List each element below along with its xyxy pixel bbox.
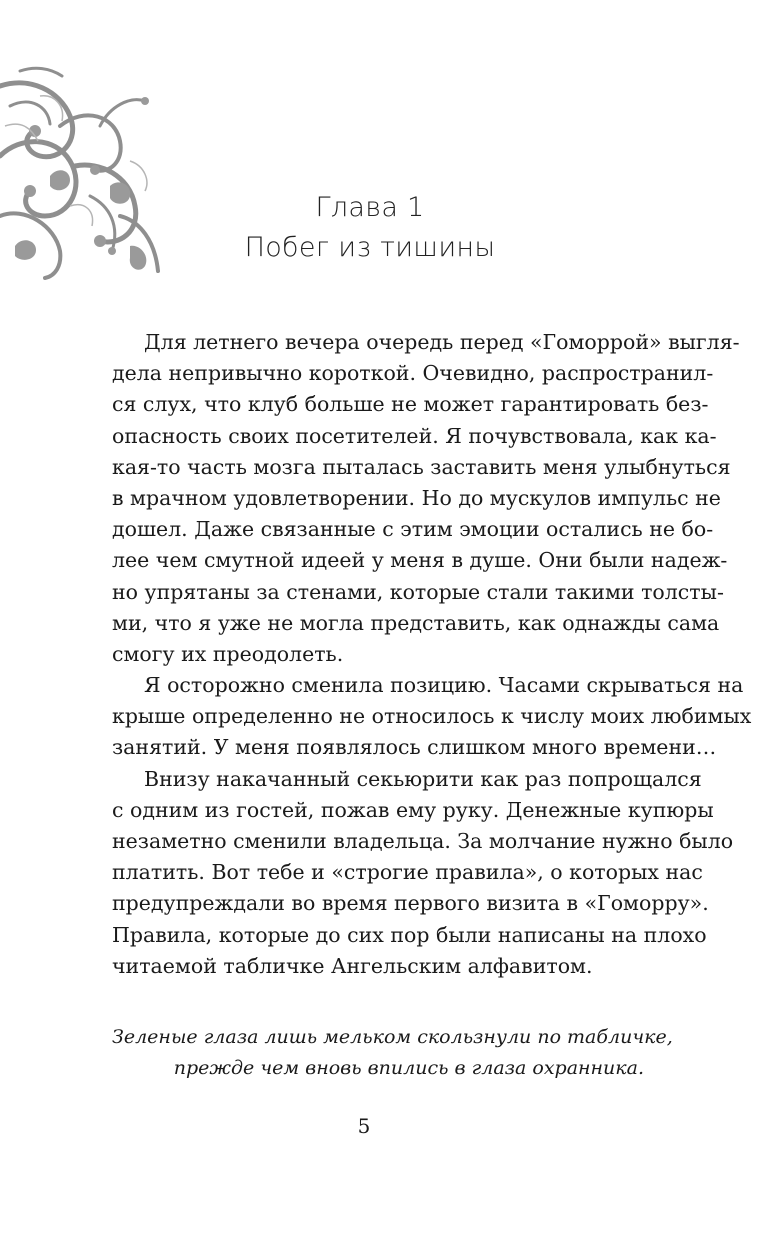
text-line: Я осторожно сменила позицию. Часами скрываться на (144, 673, 744, 698)
chapter-number: Глава 1 (315, 192, 425, 223)
text-line: крыше определенно не относилось к числу моих любимых (112, 704, 752, 729)
text-line: смогу их преодолеть. (112, 641, 344, 666)
text-line: платить. Вот тебе и «строгие правила», о которых нас (112, 860, 703, 885)
text-line: Для летнего вечера очередь перед «Гоморрой» выгля- (144, 330, 740, 354)
body-text (112, 327, 752, 982)
decorative-flourish-icon (0, 66, 160, 281)
text-line: незаметно сменили владельца. За молчание нужно было (112, 829, 734, 853)
text-line: ся слух, что клуб больше не может гарантировать без- (112, 392, 709, 417)
epigraph-line: Зеленые глаза лишь мельком скользнули по табличке, (112, 1026, 673, 1048)
text-line: лее чем смутной идеей у меня в душе. Они были надеж- (112, 548, 728, 573)
text-line: Правила, которые до сих пор были написаны на плохо (112, 922, 707, 947)
paragraph-2 (112, 670, 752, 764)
paragraph-1 (112, 327, 740, 670)
text-line: дошел. Даже связанные с этим эмоции остались не бо- (112, 517, 714, 542)
text-line: опасность своих посетителей. Я почувствовала, как ка- (112, 423, 717, 448)
epigraph-line: прежде чем вновь впились в глаза охранника. (173, 1057, 644, 1079)
text-line: предупреждали во время первого визита в «Гоморру». (112, 891, 709, 916)
chapter-title: Побег из тишины (244, 232, 496, 263)
page-number: 5 (357, 1114, 371, 1138)
text-line: кая-то часть мозга пыталась заставить меня улыбнуться (112, 454, 731, 479)
epigraph (112, 1022, 673, 1084)
text-line: ми, что я уже не могла представить, как однажды сама (112, 610, 720, 635)
text-line: с одним из гостей, пожав ему руку. Денежные купюры (112, 797, 714, 822)
text-line: дела непривычно короткой. Очевидно, распространил- (112, 361, 714, 386)
text-line: читаемой табличке Ангельским алфавитом. (112, 953, 593, 978)
text-line: занятий. У меня появлялось слишком много времени… (112, 735, 717, 760)
paragraph-3 (112, 764, 734, 982)
text-line: в мрачном удовлетворении. Но до мускулов импульс не (112, 485, 721, 510)
text-line: но упрятаны за стенами, которые стали такими толсты- (112, 579, 724, 604)
chapter-heading (200, 188, 540, 268)
text-line: Внизу накачанный секьюрити как раз попрощался (144, 766, 702, 791)
